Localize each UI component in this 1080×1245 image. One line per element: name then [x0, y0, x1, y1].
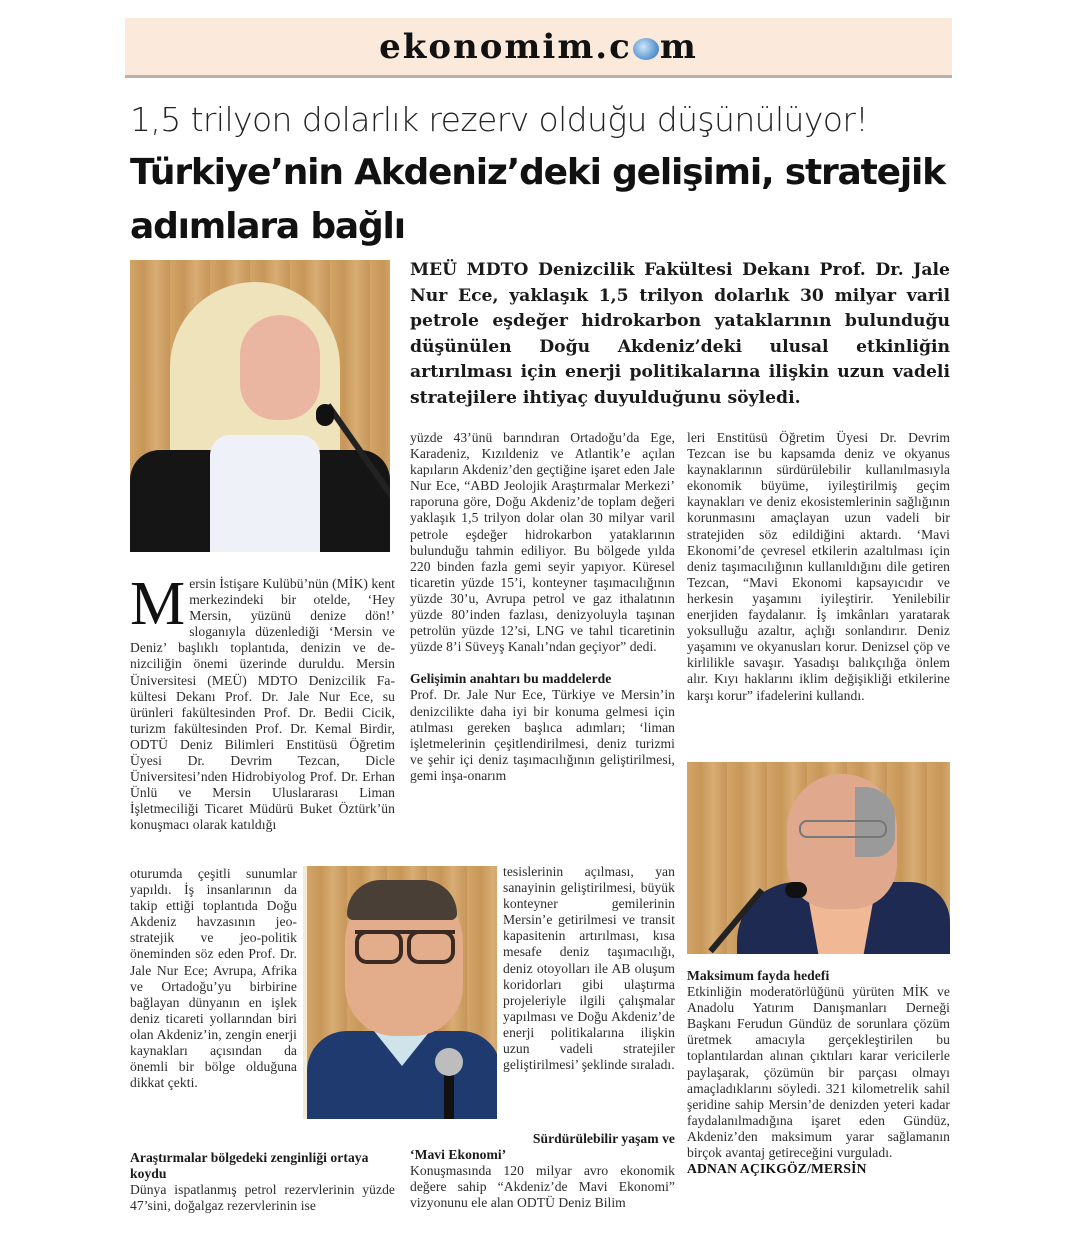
article-lead: MEÜ MDTO Denizcilik Fakültesi Dekanı Prof. Dr. Jale Nur Ece, yaklaşık 1,5 trilyon dolarlık 30 milyar varil petrole eşdeğer hidrokarbon yataklarının bulunduğu düşünülen Doğu Akdeniz’deki ulusal etkinliğin artırılması için enerji politikalarına ilişkin uzun vadeli stratejilere ihtiyaç duyulduğunu söyledi. — [410, 260, 950, 408]
paragraph: leri Enstitüsü Öğretim Üyesi Dr. Devrim Tezcan ise bu kapsamda deniz ve okyanus kaynaklarının sürdürülebilir kullanılmasıyla ekonomik büyüme, iyileştirilmiş geçim kaynakları ve deniz ekosistemlerinin sağlığının korunmasını amaçlayan uzun vadeli bir stratejiden söz edildiğini aktardı. ‘Mavi Ekonomi’de çevresel etkilerin azaltılması için deniz taşımacılığının kullanıldığını dile getiren Tezcan, “Mavi Ekonomi kapsayıcıdır ve herkesin yaşamını iyileştirir. Yenilebilir enerjiden faydalanır. İş imkânları yaratarak yoksulluğu azaltır, açlığı sonlandırır. Deniz yaşamını ve okyanusları korur. Denizsel çöp ve kirlilikle savaşır. Yasadışı balıkçılığa önlem alır. Kıyı haklarını iklim değişikliği etkilerine karşı korur” ifadelerini kullandı. — [687, 430, 950, 703]
article-column-3-bottom — [687, 968, 950, 1177]
subheading: Araştırmalar bölgedeki zenginliği ortaya koydu — [130, 1150, 369, 1182]
subheading: Sürdürülebilir yaşam ve — [532, 1131, 675, 1146]
glasses-icon — [799, 820, 887, 838]
paragraph: Konuşmasında 120 milyar avro ekonomik değere sahip “Akdeniz’de Mavi Ekonomi” vizyonunu ele alan ODTÜ Deniz Bilim — [410, 1163, 675, 1211]
article-column-2-wrap — [503, 864, 675, 1073]
subheading: ‘Mavi Ekonomi’ — [410, 1147, 507, 1163]
article-column-1 — [130, 570, 395, 834]
microphone-head — [435, 1048, 463, 1076]
logo-text-prefix: ekonomim.c — [379, 26, 632, 67]
photo-ferudun-gunduz — [687, 762, 950, 954]
paragraph: tesislerinin açılması, yan sanayinin geliştirilmesi, büyük konteyner gemilerinin Mersin’e getirilmesi ve transit kapasitenin artırılması, kısa mesafe deniz taşımacılığı, deniz otoyolları ile AB oluşum koridorları gibi ulaştırma projeleriyle ilgili çalışmalar yapılması ve Doğu Akdeniz’de enerji politikalarına ilişkin uzun vadeli stratejiler geliştirilmesi’ şeklinde sıraladı. — [503, 864, 675, 1073]
paragraph: Dünya ispatlanmış petrol rezervlerinin yüzde 47’sini, doğalgaz rezervlerinin ise — [130, 1182, 395, 1214]
article-column-3 — [687, 430, 950, 704]
byline: ADNAN AÇIKGÖZ/MERSİN — [687, 1161, 867, 1177]
photo-detail — [240, 315, 320, 420]
paragraph-text: ersin İstişare Kulübü’nün (MİK) kent merkezindeki bir otelde, ‘Hey Mersin, yüzünü denize dön!’ sloganıyla düzenlediği ‘Mersin ve Deniz’ başlıklı toplantıda, denizin ve denizciliğin önemi üzerinde duruldu. Mersin Üniversitesi (MEÜ) MDTO Denizcilik Fakültesi Dekanı Prof. Dr. Jale Nur Ece, su ürünleri fakültesinden Prof. Dr. Bedii Cicik, turizm fakültesinden Prof. Dr. Kemal Birdir, ODTÜ Deniz Bilimleri Enstitüsü Öğretim Üyesi Dr. Devrim Tezcan, Dicle Üniversitesi’nden Hidrobiyolog Prof. Dr. Erhan Ünlü ve Mersin Uluslararası Liman İşletmeciliği Ticaret Müdürü Buket Öztürk’ün konuşmacı olarak katıldığı — [130, 576, 395, 833]
paragraph — [130, 570, 395, 834]
microphone-head — [316, 404, 334, 426]
paragraph: Prof. Dr. Jale Nur Ece, Türkiye ve Mersin’in denizcilikte daha iyi bir konuma gelmesi için atılması gereken başlıca adımları; ‘liman işletmelerinin çeşitlendirilmesi, deniz turizmi ve şehir içi deniz taşımacılığının geliştirilmesi, gemi inşa-onarım — [410, 687, 675, 783]
photo-detail — [210, 435, 320, 552]
article-kicker: 1,5 trilyon dolarlık rezerv olduğu düşünülüyor! — [130, 100, 868, 139]
article-column-1-wrap — [130, 866, 297, 1091]
logo-text-suffix: m — [659, 26, 698, 67]
site-logo[interactable] — [379, 27, 698, 67]
subheading: Maksimum fayda hedefi — [687, 968, 830, 983]
article-column-1-bottom — [130, 1150, 395, 1214]
drop-cap: M — [130, 570, 186, 638]
article-headline: Türkiye’nin Akdeniz’deki gelişimi, stratejik adımlara bağlı — [130, 152, 945, 247]
paragraph: Etkinliğin moderatörlüğünü yürüten MİK ve Anadolu Yatırım Danışmanları Derneği Başkanı Ferudun Gündüz de sorunlara çözüm üretmek amacıyla gerçekleştirilen bu toplantılardan alınan çıktıları karar vericilerle paylaşarak, çözümün bir parçası olmayı amaçladıklarını söyledi. 321 kilometrelik sahil şeridine sahip Mersin’de denizden yeteri kadar faydalanılmadığına işaret eden Gündüz, Akdeniz’den maksimum yarar sağlamanın birçok avantaj getireceğini vurguladı. — [687, 984, 950, 1161]
article-column-2-bottom — [410, 1131, 675, 1211]
microphone-head — [785, 882, 807, 898]
photo-detail — [347, 880, 457, 920]
glasses-icon — [355, 930, 455, 956]
masthead — [125, 18, 952, 78]
microphone-icon — [444, 1071, 454, 1119]
photo-jale-nur-ece — [130, 260, 390, 552]
subheading: Gelişimin anahtarı bu maddelerde — [410, 671, 612, 687]
photo-devrim-tezcan — [303, 866, 497, 1119]
article-column-2 — [410, 430, 675, 784]
paragraph: yüzde 43’ünü barındıran Ortadoğu’da Ege, Karadeniz, Kızıldeniz ve Atlantik’e açılan kapıların Akdeniz’den geçtiğine işaret eden Jale Nur Ece, “ABD Jeolojik Araştırmalar Merkezi’ raporuna göre, Doğu Akdeniz’de toplam değeri yaklaşık 1,5 trilyon dolar olan 30 milyar varil petrole eşdeğer hidrokarbon yataklarının bulunduğu tahmin ediliyor. Bu bölgede yılda 220 binden fazla gemi seyir yapıyor. Küresel ticaretin yüzde 15’i, konteyner taşımacılığının yüzde 30’u, Avrupa petrol ve gaz ithalatının yüzde 80’inden fazlası, denizyoluyla taşınan petrolün yüzde 12’si, LNG ve tahıl ticaretinin yüzde 8’i Süveyş Kanalı’ndan geçiyor” dedi. — [410, 430, 675, 655]
globe-icon — [633, 38, 659, 60]
paragraph: oturumda çeşitli sunumlar yapıldı. İş insanlarının da takip ettiği toplantıda Doğu Akdeniz havzasının jeo-stratejik ve jeo-politik öneminden söz eden Prof. Dr. Jale Nur Ece; Avrupa, Afrika ve Ortadoğu’yu birbirine bağlayan dünyanın en işlek deniz ticareti yollarından biri olan Akdeniz’in, zengin enerji kaynakları açısından da önemli bir bölge olduğuna dikkat çekti. — [130, 866, 297, 1091]
